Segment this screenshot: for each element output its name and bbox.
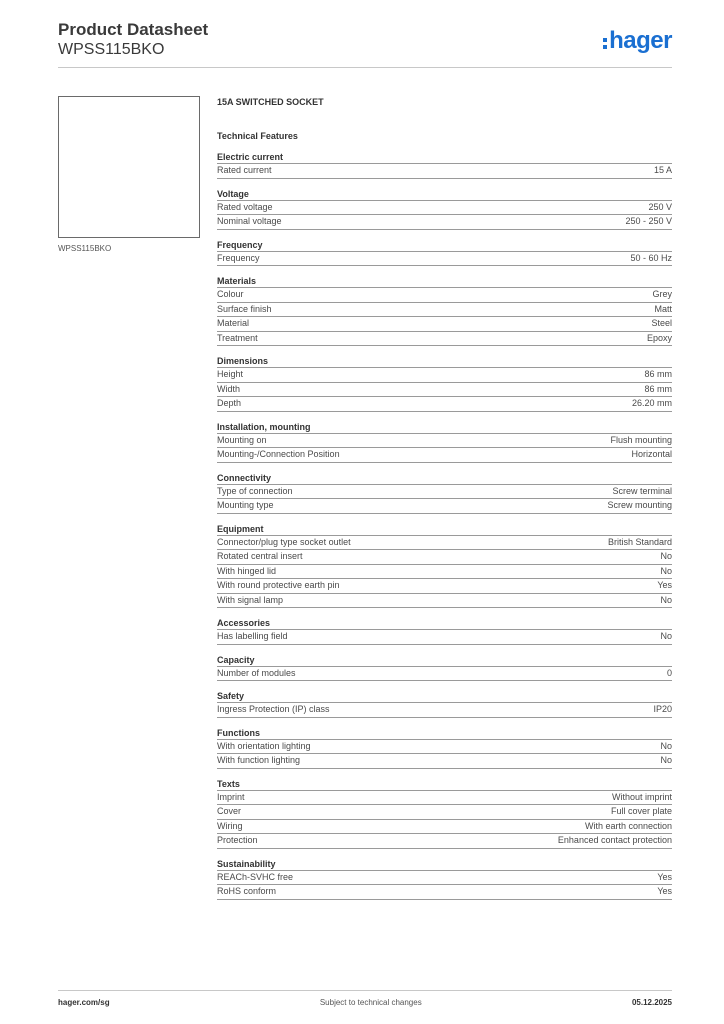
spec-value: 15 A: [653, 165, 672, 175]
spec-value: Matt: [654, 303, 672, 314]
spec-content: [217, 96, 672, 909]
document-title: Product Datasheet: [58, 20, 209, 39]
spec-label: RoHS conform: [217, 886, 277, 896]
spec-row: [217, 499, 672, 514]
spec-row: [217, 252, 672, 267]
spec-section: [217, 690, 672, 718]
spec-label: Mounting type: [217, 500, 274, 510]
spec-label: Cover: [217, 806, 242, 816]
spec-row: [217, 434, 672, 449]
spec-label: Mounting-/Connection Position: [217, 449, 340, 459]
spec-row: [217, 667, 672, 682]
header: [58, 20, 208, 59]
spec-label: Nominal voltage: [217, 216, 282, 226]
spec-row: [217, 834, 672, 849]
spec-label: Rated voltage: [217, 201, 273, 212]
product-name: 15A SWITCHED SOCKET: [217, 97, 324, 107]
technical-features-title: Technical Features: [217, 131, 298, 141]
footer: [58, 998, 672, 1007]
product-code: WPSS115BKO: [58, 41, 165, 58]
spec-value: Screw mounting: [607, 500, 672, 510]
spec-row: [217, 303, 672, 318]
section-title: Equipment: [217, 523, 672, 536]
spec-value: 250 - 250 V: [625, 216, 672, 226]
section-title: Voltage: [217, 188, 672, 201]
spec-value: Without imprint: [611, 791, 672, 802]
spec-label: Treatment: [217, 332, 258, 343]
spec-label: Depth: [217, 398, 242, 408]
spec-row: [217, 201, 672, 216]
spec-row: [217, 550, 672, 565]
spec-section: [217, 151, 672, 179]
spec-label: Width: [217, 383, 241, 394]
spec-row: [217, 754, 672, 769]
header-divider: [58, 67, 672, 68]
spec-value: 250 V: [648, 201, 672, 212]
spec-value: No: [660, 551, 672, 561]
spec-value: 0: [666, 667, 672, 678]
spec-label: REACh-SVHC free: [217, 871, 294, 882]
spec-row: [217, 485, 672, 500]
spec-row: [217, 630, 672, 645]
spec-label: With round protective earth pin: [217, 580, 340, 590]
spec-value: No: [660, 565, 672, 576]
spec-label: Surface finish: [217, 303, 272, 314]
spec-row: [217, 885, 672, 900]
spec-row: [217, 383, 672, 398]
spec-label: Has labelling field: [217, 631, 288, 641]
spec-row: [217, 579, 672, 594]
spec-label: Number of modules: [217, 667, 296, 678]
spec-section: [217, 778, 672, 849]
spec-label: Mounting on: [217, 434, 267, 445]
spec-row: [217, 536, 672, 551]
spec-value: No: [660, 755, 672, 765]
spec-row: [217, 740, 672, 755]
spec-value: Grey: [652, 289, 672, 299]
spec-label: Colour: [217, 289, 244, 299]
spec-value: No: [660, 740, 672, 751]
spec-label: Rotated central insert: [217, 551, 303, 561]
section-title: Texts: [217, 778, 672, 791]
spec-section: [217, 421, 672, 463]
spec-value: With earth connection: [584, 820, 672, 831]
spec-label: With signal lamp: [217, 594, 284, 605]
spec-row: [217, 397, 672, 412]
spec-row: [217, 288, 672, 303]
spec-section: [217, 472, 672, 514]
spec-value: 50 - 60 Hz: [630, 252, 672, 263]
spec-label: With orientation lighting: [217, 740, 311, 751]
spec-row: [217, 368, 672, 383]
section-title: Connectivity: [217, 472, 672, 485]
spec-value: No: [660, 594, 672, 605]
section-title: Installation, mounting: [217, 421, 672, 434]
spec-value: 86 mm: [644, 383, 672, 394]
spec-section: [217, 239, 672, 267]
spec-row: [217, 871, 672, 886]
spec-value: No: [660, 631, 672, 641]
spec-value: 26.20 mm: [631, 398, 672, 408]
spec-label: Connector/plug type socket outlet: [217, 536, 351, 547]
spec-sections: [217, 151, 672, 900]
spec-label: Height: [217, 369, 244, 379]
section-title: Capacity: [217, 654, 672, 667]
spec-label: Rated current: [217, 165, 272, 175]
footer-divider: [58, 990, 672, 991]
spec-value: Horizontal: [631, 449, 672, 459]
spec-value: Yes: [657, 580, 672, 590]
section-title: Dimensions: [217, 355, 672, 368]
spec-section: [217, 188, 672, 230]
spec-row: [217, 448, 672, 463]
image-caption: WPSS115BKO: [58, 244, 112, 253]
section-title: Functions: [217, 727, 672, 740]
spec-section: [217, 858, 672, 900]
spec-label: Material: [217, 318, 250, 328]
logo-dots-icon: [603, 38, 607, 49]
footer-date: 05.12.2025: [631, 998, 672, 1007]
spec-value: Enhanced contact protection: [557, 835, 672, 845]
spec-value: Full cover plate: [610, 806, 672, 816]
spec-value: British Standard: [607, 536, 672, 547]
spec-value: IP20: [653, 704, 672, 714]
section-title: Safety: [217, 690, 672, 703]
spec-label: Type of connection: [217, 485, 293, 496]
spec-label: Ingress Protection (IP) class: [217, 704, 330, 714]
spec-section: [217, 523, 672, 609]
section-title: Accessories: [217, 617, 672, 630]
spec-section: [217, 617, 672, 645]
spec-value: Epoxy: [646, 332, 672, 343]
spec-label: With function lighting: [217, 755, 301, 765]
spec-label: With hinged lid: [217, 565, 277, 576]
spec-row: [217, 791, 672, 806]
footer-site: hager.com/sg: [58, 998, 110, 1007]
spec-row: [217, 164, 672, 179]
spec-section: [217, 355, 672, 412]
spec-row: [217, 332, 672, 347]
spec-label: Imprint: [217, 791, 245, 802]
spec-value: Yes: [657, 886, 672, 896]
spec-section: [217, 727, 672, 769]
section-title: Electric current: [217, 151, 672, 164]
spec-row: [217, 565, 672, 580]
logo-text: hager: [609, 27, 672, 54]
spec-label: Wiring: [217, 820, 243, 831]
spec-value: Yes: [657, 871, 672, 882]
spec-row: [217, 215, 672, 230]
spec-row: [217, 703, 672, 718]
spec-row: [217, 594, 672, 609]
hager-logo: [603, 28, 672, 54]
spec-value: Steel: [651, 318, 672, 328]
spec-section: [217, 654, 672, 682]
section-title: Frequency: [217, 239, 672, 252]
section-title: Sustainability: [217, 858, 672, 871]
spec-label: Protection: [217, 835, 258, 845]
product-image-placeholder: [58, 96, 200, 238]
spec-label: Frequency: [217, 252, 260, 263]
spec-value: Flush mounting: [610, 434, 672, 445]
spec-value: Screw terminal: [612, 485, 672, 496]
spec-row: [217, 820, 672, 835]
footer-note: Subject to technical changes: [319, 998, 422, 1007]
spec-value: 86 mm: [644, 369, 672, 379]
section-title: Materials: [217, 275, 672, 288]
spec-section: [217, 275, 672, 346]
spec-row: [217, 317, 672, 332]
spec-row: [217, 805, 672, 820]
